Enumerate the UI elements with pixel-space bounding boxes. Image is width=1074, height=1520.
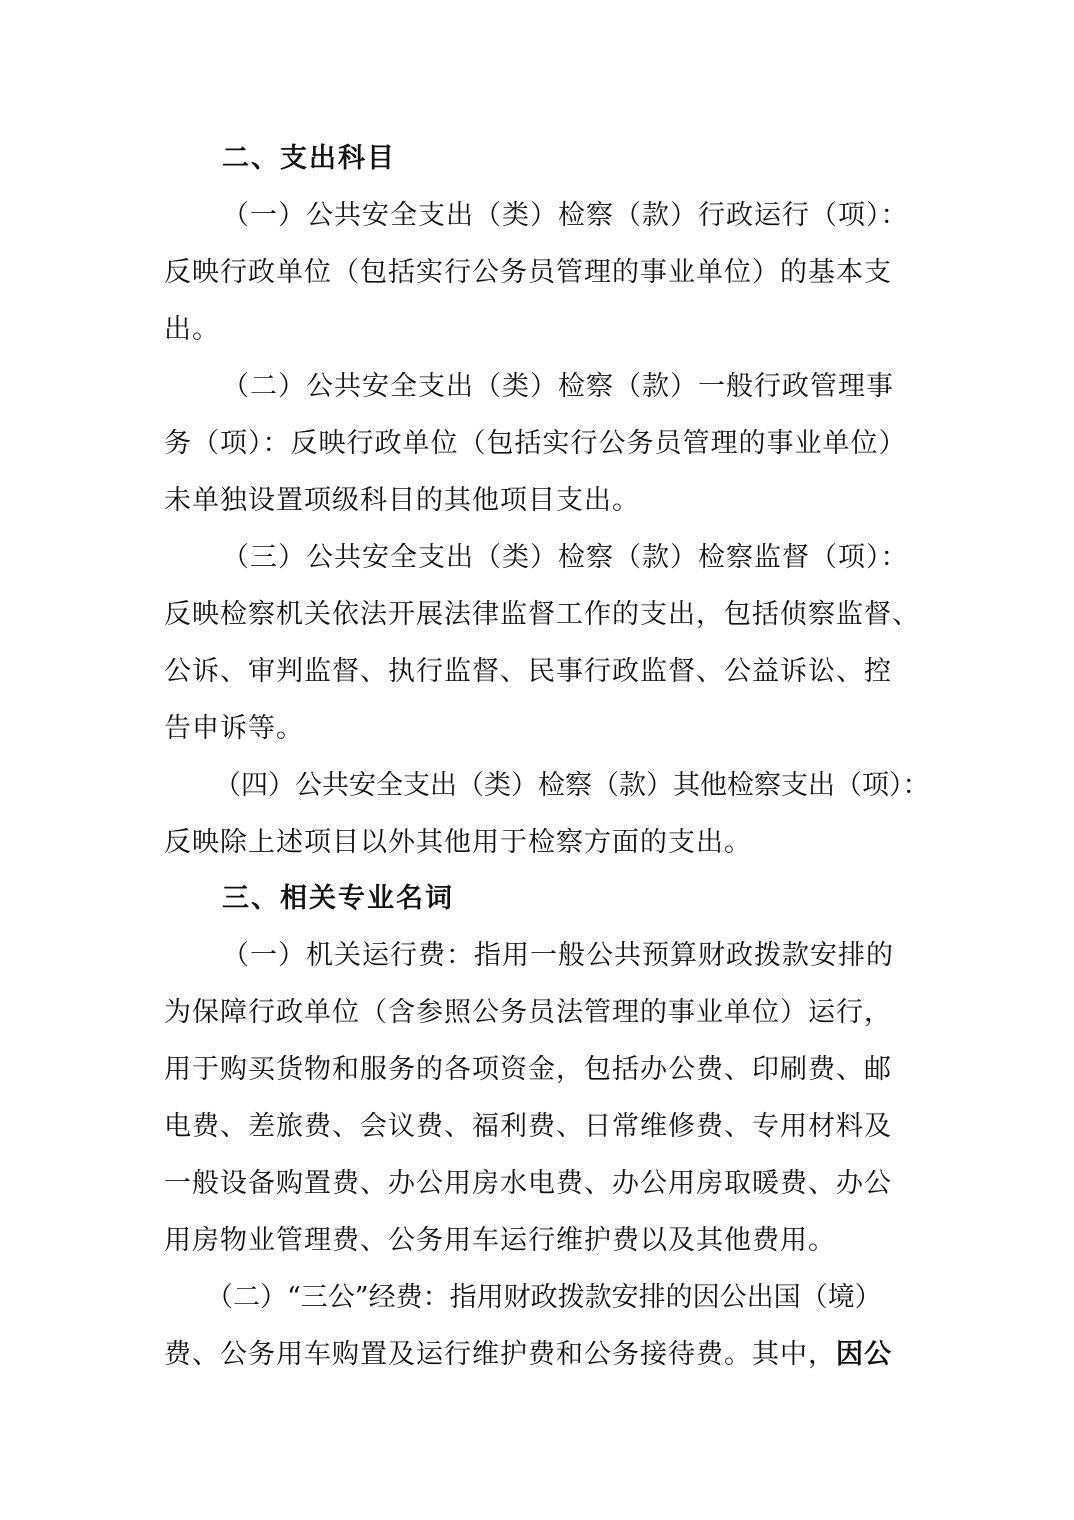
paragraph-line: 反映行政单位（包括实行公务员管理的事业单位）的基本支 bbox=[164, 257, 892, 288]
paragraph-line: 一般设备购置费、办公用房水电费、办公用房取暖费、办公 bbox=[164, 1168, 892, 1199]
paragraph-line: （三）公共安全支出（类）检察（款）检察监督（项）： bbox=[222, 542, 909, 573]
paragraph-line: （二）公共安全支出（类）检察（款）一般行政管理事 bbox=[222, 371, 894, 402]
paragraph-line: 未单独设置项级科目的其他项目支出。 bbox=[164, 485, 640, 516]
paragraph-line: 电费、差旅费、会议费、福利费、日常维修费、专用材料及 bbox=[164, 1111, 892, 1142]
paragraph-line: 公诉、审判监督、执行监督、民事行政监督、公益诉讼、控 bbox=[164, 656, 892, 687]
paragraph-line: 反映除上述项目以外其他用于检察方面的支出。 bbox=[164, 827, 752, 858]
paragraph-line: （四）公共安全支出（类）检察（款）其他检察支出（项）： bbox=[214, 770, 930, 801]
paragraph-line: 务（项）：反映行政单位（包括实行公务员管理的事业单位） bbox=[164, 428, 907, 459]
paragraph-line: 告申诉等。 bbox=[164, 713, 304, 744]
paragraph-line: 出。 bbox=[164, 314, 220, 345]
paragraph-line bbox=[164, 1338, 892, 1372]
paragraph-text: 费、公务用车购置及运行维护费和公务接待费。其中， bbox=[164, 1339, 836, 1370]
paragraph-line: 反映检察机关依法开展法律监督工作的支出，包括侦察监督、 bbox=[164, 599, 920, 630]
paragraph-line: 用房物业管理费、公务用车运行维护费以及其他费用。 bbox=[164, 1225, 836, 1256]
paragraph-line: （一）机关运行费：指用一般公共预算财政拨款安排的 bbox=[222, 940, 894, 971]
paragraph-line: 为保障行政单位（含参照公务员法管理的事业单位）运行， bbox=[164, 997, 892, 1028]
paragraph-line: （二）“三公”经费：指用财政拨款安排的因公出国（境） bbox=[206, 1282, 882, 1313]
paragraph-line: 用于购买货物和服务的各项资金，包括办公费、印刷费、邮 bbox=[164, 1054, 892, 1085]
paragraph-line: （一）公共安全支出（类）检察（款）行政运行（项）： bbox=[222, 200, 909, 231]
section-heading-expenditure-items: 二、支出科目 bbox=[222, 143, 396, 174]
section-heading-related-terms: 三、相关专业名词 bbox=[222, 883, 454, 914]
bold-term-start: 因公 bbox=[836, 1339, 892, 1370]
